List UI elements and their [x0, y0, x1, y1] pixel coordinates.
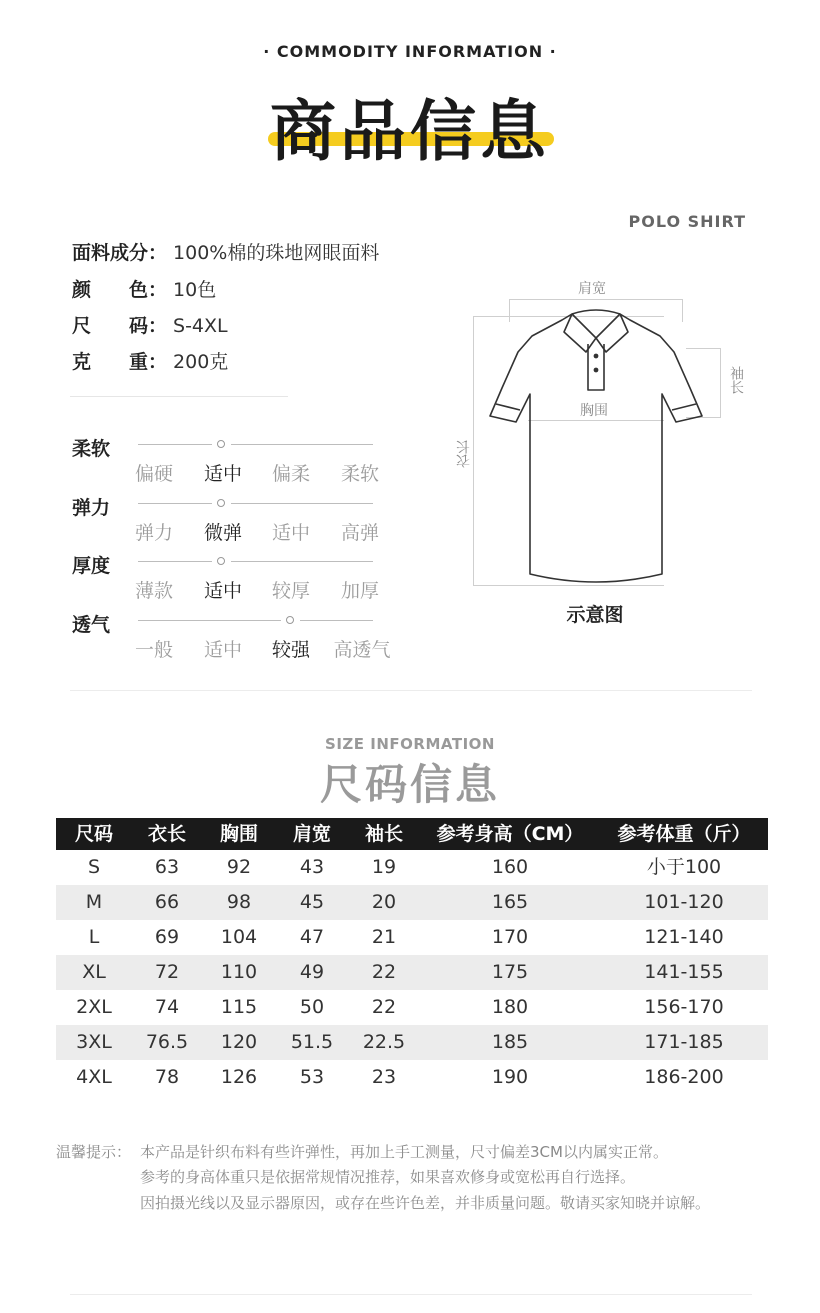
size-table: [56, 818, 768, 1095]
table-cell: 2XL: [76, 996, 112, 1018]
table-cell: 66: [154, 891, 180, 913]
attribute-option-selected: 适中: [203, 463, 242, 485]
attribute-option: 高弹: [340, 522, 379, 544]
table-cell: 22: [371, 961, 397, 983]
table-row: [56, 920, 768, 955]
table-cell: M: [85, 891, 103, 913]
scale-line: [231, 444, 373, 445]
table-cell: 180: [491, 996, 529, 1018]
table-cell: 98: [226, 891, 252, 913]
table-cell: 20: [371, 891, 397, 913]
scale-line: [138, 561, 212, 562]
sleeve-label: 袖长: [728, 366, 744, 394]
divider: [70, 396, 288, 397]
attribute-title: 厚度: [72, 555, 111, 577]
attribute-option: 偏硬: [134, 463, 173, 485]
table-cell: 4XL: [76, 1066, 112, 1088]
attribute-option-selected: 适中: [203, 580, 242, 602]
table-cell: 78: [154, 1066, 180, 1088]
table-header-row: [56, 818, 768, 850]
spec-value: S-4XL: [173, 315, 228, 337]
attribute-option: 高透气: [333, 639, 391, 661]
table-cell: 160: [491, 856, 529, 878]
table-cell: 74: [154, 996, 180, 1018]
table-cell: 104: [220, 926, 258, 948]
table-row: [56, 1060, 768, 1095]
scale-marker: [217, 499, 225, 507]
size-section-subtitle: SIZE INFORMATION: [325, 735, 495, 753]
page-title: 商品信息: [270, 93, 550, 170]
table-row: [56, 850, 768, 885]
table-row: [56, 885, 768, 920]
spec-row-color: [72, 277, 216, 303]
attribute-title: 弹力: [72, 497, 111, 519]
attribute-option: 较厚: [271, 580, 310, 602]
attribute-title: 透气: [72, 614, 111, 636]
table-cell: 141-155: [644, 961, 724, 983]
table-cell: 121-140: [644, 926, 724, 948]
attribute-option: 加厚: [340, 580, 379, 602]
table-cell: 126: [220, 1066, 258, 1088]
spec-key: 尺 码：: [72, 315, 168, 337]
attribute-option: 偏柔: [271, 463, 310, 485]
column-header: 肩宽: [292, 823, 331, 845]
spec-value: 200克: [173, 351, 229, 373]
table-cell: 50: [299, 996, 325, 1018]
scale-line: [138, 620, 281, 621]
section-divider: [70, 690, 752, 691]
spec-value: 10色: [173, 279, 217, 301]
table-cell: 51.5: [290, 1031, 334, 1053]
table-cell: 165: [491, 891, 529, 913]
spec-row-fabric: [72, 240, 379, 266]
shoulder-label: 肩宽: [578, 281, 606, 297]
table-cell: 21: [371, 926, 397, 948]
table-cell: 72: [154, 961, 180, 983]
table-row: [56, 1025, 768, 1060]
attribute-option: 适中: [271, 522, 310, 544]
scale-line: [138, 444, 212, 445]
column-header: 参考身高（CM）: [436, 823, 584, 845]
table-cell: 156-170: [644, 996, 724, 1018]
column-header: 衣长: [147, 823, 186, 845]
note-line: 本产品是针织布料有些许弹性，再加上手工测量，尺寸偏差3CM以内属实正常。: [140, 1143, 668, 1161]
scale-line: [138, 503, 212, 504]
table-cell: 175: [491, 961, 529, 983]
spec-key: 颜 色：: [72, 279, 168, 301]
table-cell: 185: [491, 1031, 529, 1053]
table-cell: 49: [299, 961, 325, 983]
spec-row-size: [72, 313, 228, 339]
diagram-caption: 示意图: [566, 604, 624, 626]
table-row: [56, 955, 768, 990]
attribute-title: 柔软: [72, 438, 111, 460]
table-cell: 110: [220, 961, 258, 983]
table-cell: 43: [299, 856, 325, 878]
table-cell: 小于100: [646, 856, 722, 878]
table-cell: 101-120: [644, 891, 724, 913]
product-type-label: POLO SHIRT: [628, 212, 746, 231]
attribute-option: 柔软: [340, 463, 379, 485]
table-cell: 76.5: [145, 1031, 189, 1053]
notes-label: 温馨提示：: [56, 1143, 132, 1161]
spec-key: 克 重：: [72, 351, 168, 373]
scale-line: [231, 503, 373, 504]
size-section-title: 尺码信息: [319, 760, 500, 809]
scale-line: [300, 620, 373, 621]
table-cell: 63: [154, 856, 180, 878]
table-cell: S: [87, 856, 101, 878]
table-cell: L: [88, 926, 100, 948]
spec-key: 面料成分：: [72, 242, 168, 264]
table-cell: 3XL: [76, 1031, 112, 1053]
table-cell: 23: [371, 1066, 397, 1088]
column-header: 胸围: [219, 823, 258, 845]
spec-row-weight: [72, 349, 228, 375]
polo-shirt-icon: [480, 300, 720, 590]
attribute-option: 适中: [203, 639, 242, 661]
table-cell: 53: [299, 1066, 325, 1088]
table-row: [56, 990, 768, 1025]
bottom-divider: [70, 1294, 752, 1295]
table-cell: 22: [371, 996, 397, 1018]
table-cell: 22.5: [362, 1031, 406, 1053]
note-line: 因拍摄光线以及显示器原因，或存在些许色差，并非质量问题。敬请买家知晓并谅解。: [140, 1194, 711, 1212]
spec-value: 100%棉的珠地网眼面料: [173, 242, 380, 264]
note-line: 参考的身高体重只是依据常规情况推荐，如果喜欢修身或宽松再自行选择。: [140, 1168, 636, 1186]
table-cell: 170: [491, 926, 529, 948]
attribute-option: 一般: [134, 639, 173, 661]
attribute-option: 弹力: [134, 522, 173, 544]
column-header: 尺码: [74, 823, 113, 845]
table-cell: 171-185: [644, 1031, 724, 1053]
table-cell: 120: [220, 1031, 258, 1053]
table-cell: 115: [220, 996, 258, 1018]
table-cell: 190: [491, 1066, 529, 1088]
section-subtitle: · COMMODITY INFORMATION ·: [263, 42, 557, 61]
table-cell: XL: [82, 961, 106, 983]
column-header: 袖长: [364, 823, 403, 845]
table-cell: 92: [226, 856, 252, 878]
attribute-option-selected: 微弹: [203, 522, 242, 544]
chest-label: 胸围: [578, 400, 610, 420]
attribute-option-selected: 较强: [271, 639, 310, 661]
length-label: 衣长: [456, 440, 472, 468]
table-cell: 186-200: [644, 1066, 724, 1088]
scale-marker: [286, 616, 294, 624]
table-cell: 45: [299, 891, 325, 913]
table-cell: 69: [154, 926, 180, 948]
table-cell: 19: [371, 856, 397, 878]
column-header: 参考体重（斤）: [617, 823, 751, 845]
scale-marker: [217, 440, 225, 448]
scale-marker: [217, 557, 225, 565]
table-cell: 47: [299, 926, 325, 948]
scale-line: [231, 561, 373, 562]
attribute-option: 薄款: [134, 580, 173, 602]
